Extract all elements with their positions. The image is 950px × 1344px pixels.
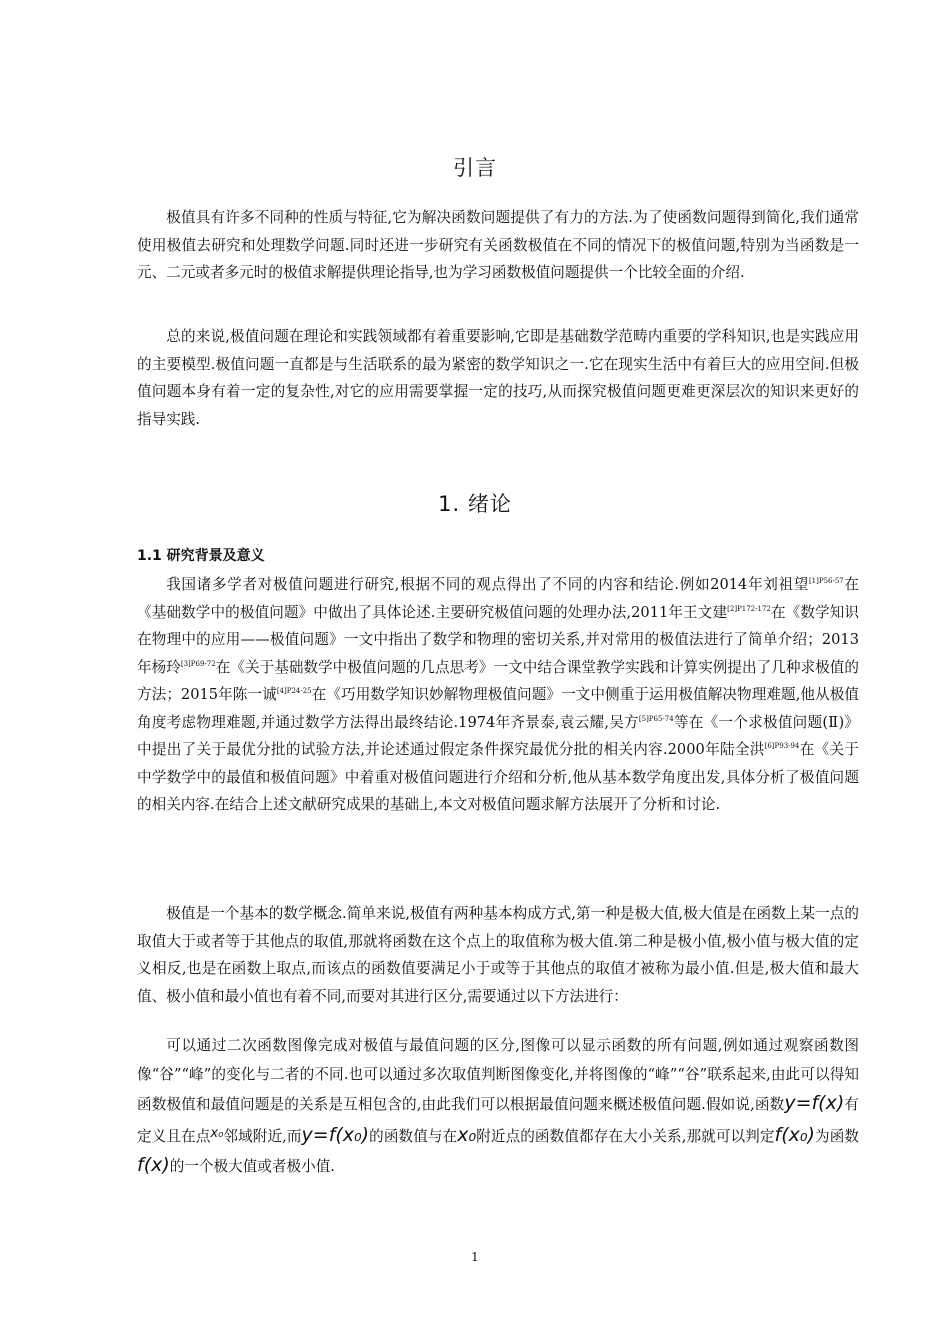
citation-6: [6]P93-94 [764,742,800,750]
intro-paragraph-2: 总的来说,极值问题在理论和实践领域都有着重要影响,它即是基础数学范畴内重要的学科知识,也是实践应用的主要模型.极值问题一直都是与生活联系的最为紧密的数学知识之一.它在现实生活中有着巨大的应用空间.但极值问题本身有着一定的复杂性,对它的应用需要掌握一定的技巧,从而探究极值问题更难更深层次的知识来更好的指导实践. [137,328,859,428]
chapter-title: 1. 绪论 [438,492,512,516]
formula-y-fx: y=f(x) [784,1092,845,1114]
citation-4: [4]P24-25 [276,687,312,695]
page-number: 1 [471,1250,479,1264]
extremum-definition-paragraph: 极值是一个基本的数学概念.简单来说,极值有两种基本构成方式,第一种是极大值,极大值是在函数上某一点的取值大于或者等于其他点的取值,那就将函数在这个点上的取值称为极大值.第二种是极小值,极小值与极大值的定义相反,也是在函数上取点,而该点的函数值要满足小于或等于其他点的取值才被称为最小值.但是,极大值和最大值、极小值和最小值也有着不同,而要对其进行区分,需要通过以下方法进行： [137,905,859,1005]
citation-1: [1]P56-57 [808,577,844,585]
citation-5: [5]P65-74 [638,714,674,723]
formula-x0-b: x₀ [457,1124,477,1146]
formula-x0: x₀ [210,1126,224,1141]
formula-y-fx0: y=f(x₀) [301,1124,370,1146]
formula-fx: f(x) [137,1154,170,1176]
citation-2: [2]P172-172 [727,604,771,613]
section-heading: 1.1 研究背景及意义 [137,548,265,564]
intro-paragraph-1: 极值具有许多不同种的性质与特征,它为解决函数问题提供了有力的方法.为了使函数问题得到简化,我们通常使用极值去研究和处理数学问题.同时还进一步研究有关函数极值在不同的情况下的极值问题,特别为当函数是一元、二元或者多元时的极值求解提供理论指导,也为学习函数极值问题提供一个比较全面的介绍. [137,209,859,281]
extremum-distinction-paragraph: 可以通过二次函数图像完成对极值与最值问题的区分,图像可以显示函数的所有问题,例如通过观察函数图像“谷”“峰”的变化与二者的不同.也可以通过多次取值判断图像变化,并将图像的“峰”“谷”联系起来,由此可以得知函数极值和最值问题是的关系是互相包含的,由此我们可以根据最值问题来概述极值问题.假如说,函数y=f(x)有定义且在点x₀邻域附近,而y=f(x₀)的函数值与在x₀附近点的函数值都存在大小关系,那就可以判定f(x₀)为函数f(x)的一个极大值或者极小值. [137,1037,859,1176]
formula-fx0: f(x₀) [774,1124,815,1146]
background-paragraph: 我国诸多学者对极值问题进行研究,根据不同的观点得出了不同的内容和结论.例如2014年刘祖望$^{[1]P56-57}$在《基础数学中的极值问题》中做出了具体论述.主要研究极值问题的处理办法,2011年王文建$^{[2]P172-172}$在《数学知识在物理中的应用——极值问题》一文中指出了数学和物理的密切关系,并对常用的极值法进行了简单介绍；2013年杨玲$^{[3]P69-72}$在《关于基础数学中极值问题的几点思考》一文中结合课堂教学实践和计算实例提出了几种求极值的方法；2015年陈一诚$^{[4]P24-25}$在《巧用数学知识妙解物理极值问题》一文中侧重于运用极值解决物理难题,他从极值角度考虑物理难题,并通过数学方法得出最终结论.1974年齐景泰,袁云耀,吴方$^{[5]P65-74}$等在《一个求极值问题(Ⅱ)》中提出了关于最优分批的试验方法,并论述通过假定条件探究最优分批的相关内容.2000年陆全洪$^{[6]P93-94}$在《关于中学数学中的最值和极值问题》中着重对极值问题进行介绍和分析,他从基本数学角度出发,具体分析了极值问题的相关内容.在结合上述文献研究成果的基础上,本文对极值问题求解方法展开了分析和讨论. [137,576,859,813]
intro-title: 引言 [453,156,497,180]
citation-3: [3]P69-72 [180,659,216,668]
